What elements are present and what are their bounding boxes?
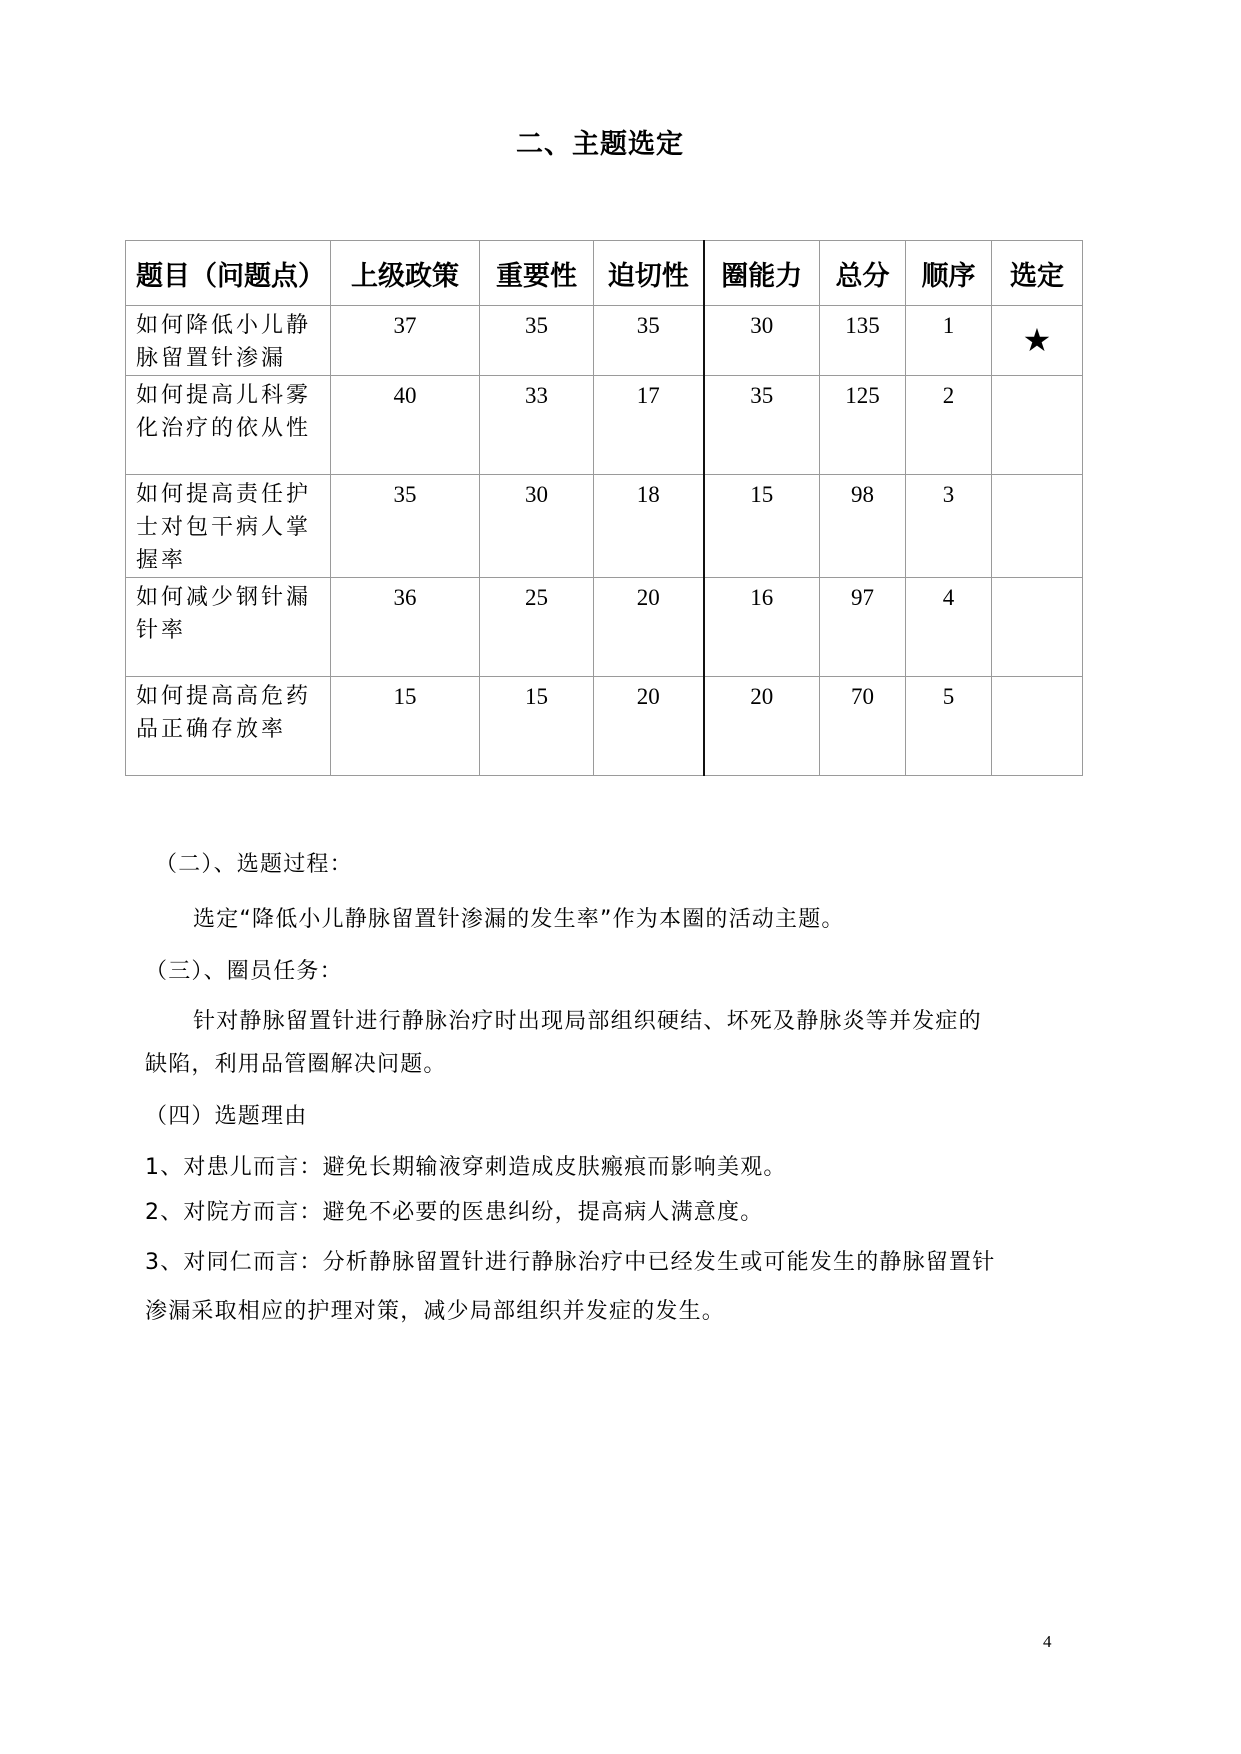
reason-1: 1、对患儿而言：避免长期输液穿刺造成皮肤瘢痕而影响美观。 xyxy=(145,1155,787,1180)
cell-policy: 15 xyxy=(331,677,480,776)
cell-urgency: 35 xyxy=(594,306,704,376)
cell-capability: 30 xyxy=(704,306,820,376)
table-row xyxy=(126,376,1083,475)
reasons-heading: （四）选题理由 xyxy=(145,1104,308,1129)
reason-3-line2: 渗漏采取相应的护理对策，减少局部组织并发症的发生。 xyxy=(145,1299,726,1324)
cell-rank: 4 xyxy=(906,578,992,677)
cell-selected xyxy=(992,475,1083,578)
tasks-heading: （三）、圈员任务： xyxy=(145,959,343,984)
cell-total: 70 xyxy=(820,677,906,776)
table-row xyxy=(126,677,1083,776)
cell-selected xyxy=(992,677,1083,776)
cell-total: 135 xyxy=(820,306,906,376)
table-row xyxy=(126,475,1083,578)
header-total: 总分 xyxy=(820,241,906,306)
header-policy: 上级政策 xyxy=(331,241,480,306)
cell-topic: 如何减少钢针漏针率 xyxy=(126,578,331,677)
cell-importance: 15 xyxy=(480,677,594,776)
cell-policy: 35 xyxy=(331,475,480,578)
header-urgency: 迫切性 xyxy=(594,241,704,306)
cell-topic: 如何降低小儿静脉留置针渗漏 xyxy=(126,306,331,376)
cell-capability: 35 xyxy=(704,376,820,475)
cell-topic: 如何提高高危药品正确存放率 xyxy=(126,677,331,776)
cell-policy: 36 xyxy=(331,578,480,677)
cell-importance: 30 xyxy=(480,475,594,578)
cell-capability: 15 xyxy=(704,475,820,578)
tasks-text-line2: 缺陷，利用品管圈解决问题。 xyxy=(145,1052,447,1077)
table-row xyxy=(126,306,1083,376)
page-number: 4 xyxy=(1043,1632,1052,1651)
header-rank: 顺序 xyxy=(906,241,992,306)
cell-importance: 33 xyxy=(480,376,594,475)
table-row xyxy=(126,578,1083,677)
cell-total: 97 xyxy=(820,578,906,677)
cell-topic: 如何提高责任护士对包干病人掌握率 xyxy=(126,475,331,578)
star-icon: ★ xyxy=(992,306,1083,376)
cell-policy: 37 xyxy=(331,306,480,376)
cell-urgency: 17 xyxy=(594,376,704,475)
header-topic: 题目（问题点） xyxy=(126,241,331,306)
cell-importance: 35 xyxy=(480,306,594,376)
reason-2: 2、对院方而言：避免不必要的医患纠纷，提高病人满意度。 xyxy=(145,1200,764,1225)
table-header-row xyxy=(126,241,1083,306)
cell-policy: 40 xyxy=(331,376,480,475)
tasks-text-line1: 针对静脉留置针进行静脉治疗时出现局部组织硬结、坏死及静脉炎等并发症的 xyxy=(193,1009,982,1034)
cell-topic: 如何提高儿科雾化治疗的依从性 xyxy=(126,376,331,475)
cell-urgency: 20 xyxy=(594,578,704,677)
reason-3-line1: 3、对同仁而言：分析静脉留置针进行静脉治疗中已经发生或可能发生的静脉留置针 xyxy=(145,1250,996,1275)
cell-selected xyxy=(992,578,1083,677)
process-heading: （二）、选题过程： xyxy=(155,852,353,877)
cell-selected xyxy=(992,376,1083,475)
cell-total: 125 xyxy=(820,376,906,475)
cell-total: 98 xyxy=(820,475,906,578)
header-importance: 重要性 xyxy=(480,241,594,306)
page-title: 二、主题选定 xyxy=(516,129,684,160)
topic-selection-table xyxy=(125,240,1083,776)
cell-rank: 5 xyxy=(906,677,992,776)
header-selected: 选定 xyxy=(992,241,1083,306)
cell-rank: 2 xyxy=(906,376,992,475)
cell-urgency: 18 xyxy=(594,475,704,578)
cell-rank: 3 xyxy=(906,475,992,578)
cell-capability: 16 xyxy=(704,578,820,677)
header-capability: 圈能力 xyxy=(704,241,820,306)
cell-rank: 1 xyxy=(906,306,992,376)
process-text: 选定“降低小儿静脉留置针渗漏的发生率”作为本圈的活动主题。 xyxy=(193,907,845,932)
cell-urgency: 20 xyxy=(594,677,704,776)
cell-importance: 25 xyxy=(480,578,594,677)
cell-capability: 20 xyxy=(704,677,820,776)
